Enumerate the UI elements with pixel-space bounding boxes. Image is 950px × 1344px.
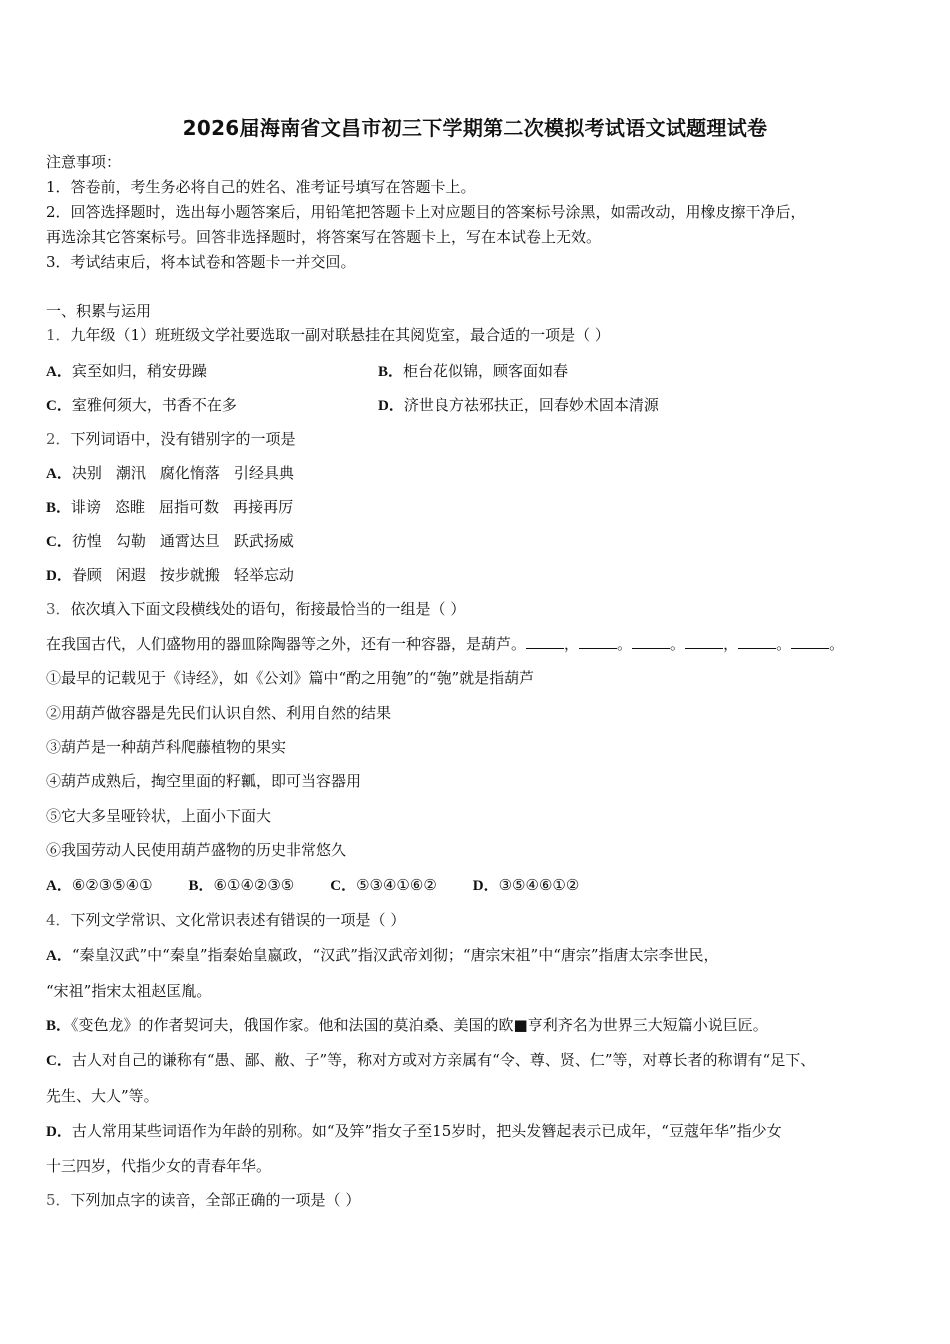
q2-option-b [46,497,293,518]
answer-blank [632,634,670,649]
punctuation: 。 [776,635,792,653]
punctuation: ， [723,635,739,653]
option-word: 轻举忘动 [233,566,294,584]
option-text: ⑤③④①⑥② [356,876,437,894]
question-number: 1． [46,326,71,344]
option-text: 《变色龙》的作者契诃夫，俄国作家。他和法国的莫泊桑、美国的欧■亨利齐名为世界三大短篇小说巨匠。 [71,1016,768,1034]
option-letter: B． [46,500,72,516]
q4-option-b [46,1015,768,1036]
option-letter: D． [46,568,72,584]
option-word: 再接再厉 [233,498,294,516]
question-stem: 下列文学常识、文化常识表述有错误的一项是（ ） [70,911,406,929]
option-word: 腐化惰落 [159,464,220,482]
option-letter: C． [46,1053,72,1069]
option-word: 跃武扬威 [233,532,294,550]
option-text: ⑥①④②③⑤ [213,876,295,894]
notice-item-2-line-1: 2．回答选择题时，选出每小题答案后，用铅笔把答题卡上对应题目的答案标号涂黑，如需改动，用橡皮擦干净后， [46,203,806,221]
option-letter: A． [46,878,72,894]
question-stem: 依次填入下面文段横线处的语句，衔接最恰当的一组是（ ） [70,600,466,618]
option-letter: A． [46,364,72,380]
option-word: 诽谤 [71,498,102,516]
question-stem: 九年级（1）班班级文学社要选取一副对联悬挂在其阅览室，最合适的一项是（ ） [70,326,610,344]
notice-item-3: 3．考试结束后，将本试卷和答题卡一并交回。 [46,253,356,271]
option-letter: C． [46,398,72,414]
question-number: 5． [46,1191,71,1209]
option-word: 引经具典 [233,464,294,482]
option-word: 彷惶 [71,532,102,550]
option-letter: A． [46,466,72,482]
option-letter: D． [46,1124,72,1140]
punctuation: 。 [670,635,686,653]
option-text: 室雅何须大，书香不在多 [71,396,237,414]
question-1 [46,325,610,345]
q2-option-c [46,531,294,552]
option-text: 柜台花似锦，顾客面如春 [403,362,569,380]
q4-option-a-line-1 [46,945,719,966]
option-letter: C． [46,534,72,550]
q3-sentence-5: ⑤它大多呈哑铃状，上面小下面大 [46,807,272,825]
q1-option-c [46,395,237,416]
q4-option-d-line-2: 十三四岁，代指少女的青春年华。 [46,1157,272,1175]
notice-item-2-line-2: 再选涂其它答案标号。回答非选择题时，将答案写在答题卡上，写在本试卷上无效。 [46,228,602,246]
page-title: 2026届海南省文昌市初三下学期第二次模拟考试语文试题理试卷 [182,116,768,140]
option-word: 决别 [71,464,102,482]
q3-options [46,875,579,896]
question-number: 3． [46,600,71,618]
option-letter: B． [46,1018,72,1034]
option-text: 古人对自己的谦称有“愚、鄙、敝、子”等，称对方或对方亲属有“令、尊、贤、仁”等，对尊长者的称谓有“足下、 [71,1051,816,1069]
question-number: 2． [46,430,71,448]
option-word: 恣睢 [115,498,146,516]
option-text: ③⑤④⑥①② [498,876,580,894]
option-word: 眷顾 [71,566,102,584]
q3-sentence-3: ③葫芦是一种葫芦科爬藤植物的果实 [46,738,287,756]
option-text: 宾至如归，稍安毋躁 [71,362,207,380]
q2-option-a [46,463,294,484]
answer-blank [685,634,723,649]
option-word: 通霄达旦 [159,532,220,550]
option-word: 闲遐 [115,566,146,584]
punctuation: 。 [617,635,633,653]
q3-sentence-6: ⑥我国劳动人民使用葫芦盛物的历史非常悠久 [46,841,347,859]
q4-option-c-line-1 [46,1050,815,1071]
answer-blank [738,634,776,649]
q3-sentence-1: ①最早的记载见于《诗经》，如《公刘》篇中“酌之用匏”的“匏”就是指葫芦 [46,669,535,687]
answer-blank [791,634,829,649]
notice-heading: 注意事项： [46,153,122,171]
option-letter: C． [330,878,357,894]
passage-text: 在我国古代，人们盛物用的器皿除陶器等之外，还有一种容器，是葫芦。 [46,635,527,653]
question-number: 4． [46,911,71,929]
question-stem: 下列加点字的读音，全部正确的一项是（ ） [70,1191,361,1209]
punctuation: 。 [829,635,845,653]
section-heading: 一、积累与运用 [46,302,152,320]
option-letter: A． [46,948,72,964]
q3-sentence-2: ②用葫芦做容器是先民们认识自然、利用自然的结果 [46,704,392,722]
option-text: 古人常用某些词语作为年龄的别称。如“及笄”指女子至15岁时，把头发簪起表示已成年，“豆蔻年华”指少女 [71,1122,782,1140]
option-letter: D． [472,878,499,894]
option-text: 济世良方祛邪扶正，回春妙术固本清源 [403,396,659,414]
q2-option-d [46,565,294,586]
question-4 [46,910,405,930]
q3-passage [46,634,844,654]
option-letter: B． [188,878,214,894]
q1-option-b [378,361,568,382]
question-3 [46,599,465,619]
option-word: 按步就搬 [159,566,220,584]
q4-option-a-line-2: “宋祖”指宋太祖赵匡胤。 [46,982,212,1000]
q1-option-d [378,395,659,416]
q3-sentence-4: ④葫芦成熟后，掏空里面的籽瓤，即可当容器用 [46,772,362,790]
option-word: 勾勒 [115,532,146,550]
question-2 [46,429,296,449]
answer-blank [579,634,617,649]
option-word: 潮汛 [115,464,146,482]
q4-option-c-line-2: 先生、大人”等。 [46,1087,159,1105]
option-text: “秦皇汉武”中“秦皇”指秦始皇嬴政，“汉武”指汉武帝刘彻；“唐宗宋祖”中“唐宗”指唐太宗李世民， [71,946,719,964]
q4-option-d-line-1 [46,1121,782,1142]
punctuation: ， [564,635,580,653]
option-letter: B． [378,364,404,380]
question-5 [46,1190,360,1210]
option-word: 屈指可数 [159,498,220,516]
notice-item-1: 1．答卷前，考生务必将自己的姓名、准考证号填写在答题卡上。 [46,178,476,196]
answer-blank [526,634,564,649]
option-letter: D． [378,398,404,414]
question-stem: 下列词语中，没有错别字的一项是 [70,430,296,448]
q1-option-a [46,361,207,382]
option-text: ⑥②③⑤④① [71,876,153,894]
